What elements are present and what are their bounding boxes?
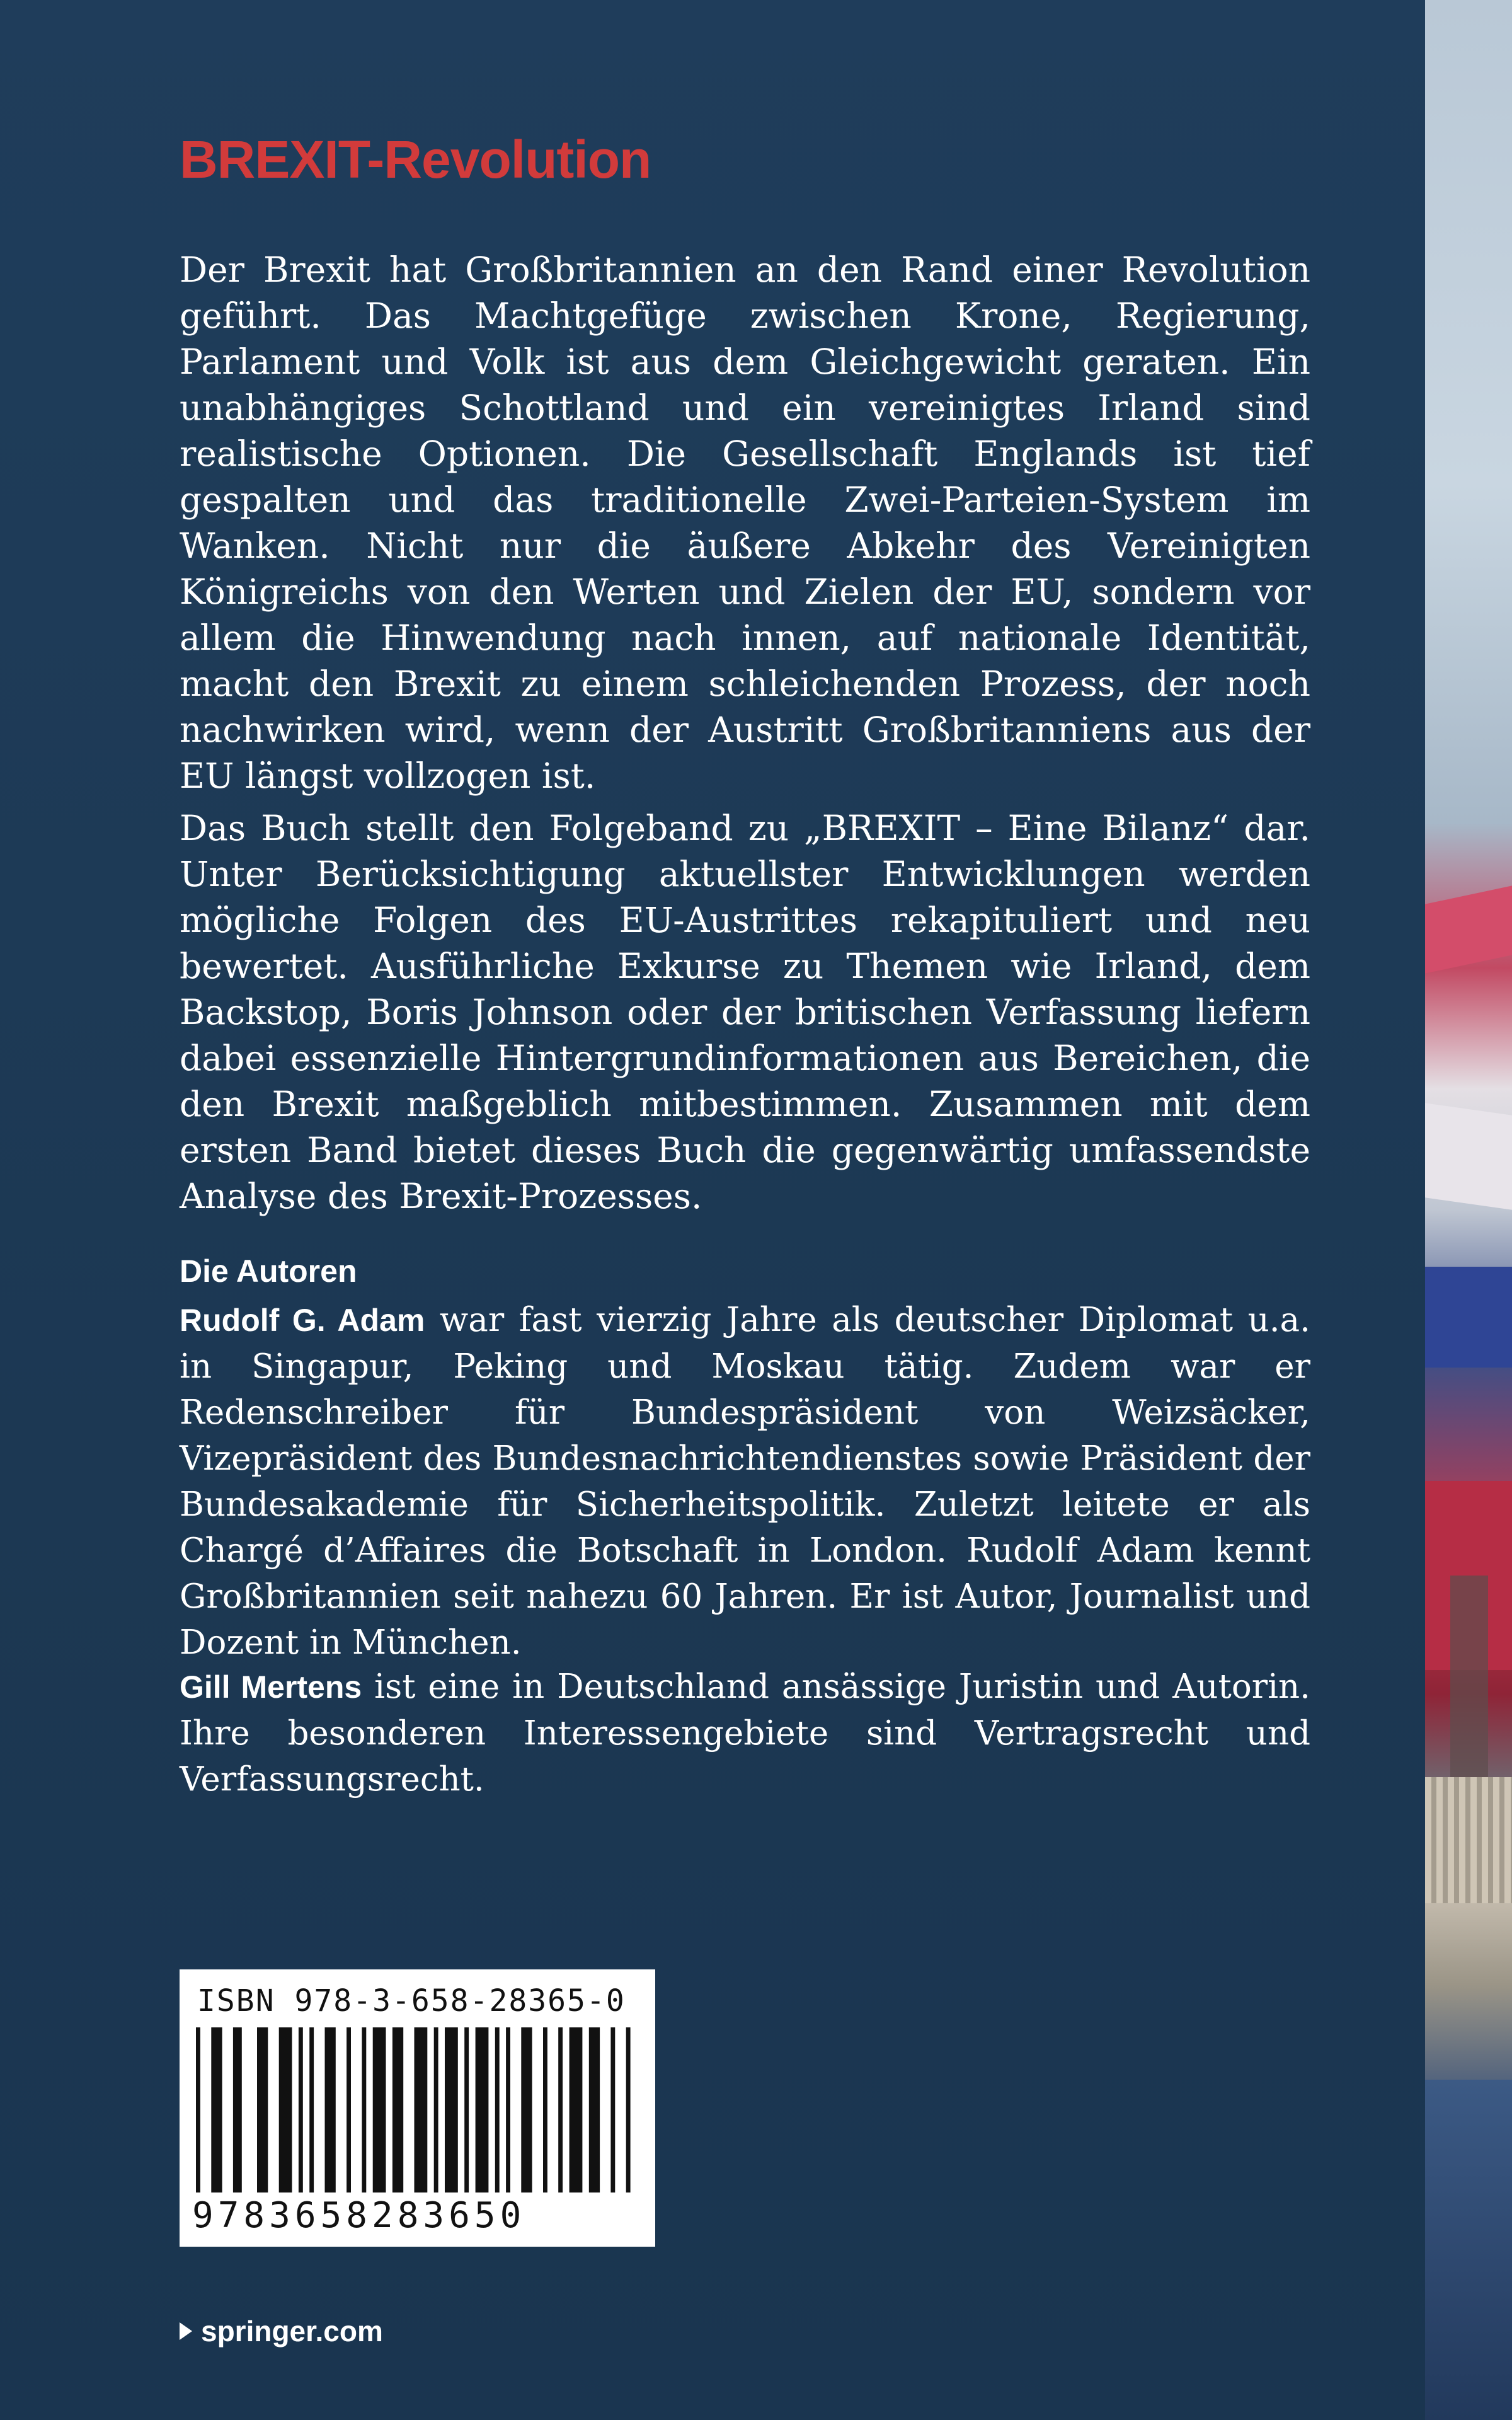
author-name: Gill Mertens [180,1669,362,1705]
publisher-link[interactable] [180,2314,383,2348]
barcode-bar [346,2027,351,2192]
barcode-bar [570,2027,583,2192]
isbn-label: ISBN 978-3-658-28365-0 [197,1983,626,2019]
barcode-bar [610,2027,615,2192]
building-facade [1425,1777,1512,1903]
barcode-bar [309,2027,314,2192]
barcode-bar [543,2027,547,2192]
barcode-bar [464,2027,469,2192]
flag-stripe [1425,885,1512,973]
barcode-bar [506,2027,510,2192]
barcode-bar [558,2027,563,2192]
publisher-url: springer.com [201,2315,383,2348]
barcode-bar [373,2027,386,2192]
barcode-bar [196,2027,200,2192]
barcode-bar [434,2027,438,2192]
barcode-bar [233,2027,242,2192]
barcode-bar [362,2027,366,2192]
barcode-bar [589,2027,600,2192]
barcode-bar [495,2027,500,2192]
author-bio-1 [180,1297,1310,1666]
blurb-paragraph-2: Das Buch stellt den Folgeband zu „BREXIT – Eine Bilanz“ dar. Unter Berücksichtigung aktuellster Entwicklungen werden mögliche Folgen des EU-Austrittes rekapituliert und neu bewertet. Ausführliche Exkurse zu Themen wie Irland, dem Backstop, Boris Johnson oder der britischen Verfassung liefern dabei essenzielle Hintergrundinformationen aus Bereichen, die den Brexit maßgeblich mitbestimmen. Zusammen mit dem ersten Band bietet dieses Buch die gegenwärtig umfassendste Analyse des Brexit-Prozesses. [180,808,1310,1216]
cover-photo-edge [1425,0,1512,2420]
authors-heading: Die Autoren [180,1253,357,1289]
barcode-bar [521,2027,532,2192]
author-name: Rudolf G. Adam [180,1303,425,1338]
barcode-bar [626,2027,631,2192]
barcode-bar [392,2027,403,2192]
author-bio-2 [180,1664,1310,1802]
book-title: BREXIT-Revolution [180,130,651,189]
barcode-bar [476,2027,489,2192]
flag-stripe [1425,1103,1512,1209]
barcode-bar [257,2027,268,2192]
barcode-bar [415,2027,428,2192]
author-bio-text: ist eine in Deutschland ansässige Juristin und Autorin. Ihre besonderen Interessengebiete sind Vertragsrecht und Verfassungsrecht. [180,1668,1310,1799]
barcode-digits: 9783658283650 [192,2195,526,2236]
barcode-bar [325,2027,336,2192]
arrow-right-icon [180,2322,192,2340]
river [1425,2080,1512,2420]
author-bio-text: war fast vierzig Jahre als deutscher Diplomat u.a. in Singapur, Peking und Moskau tätig. Zudem war er Redenschreiber für Bundespräsident von Weizsäcker, Vizepräsident des Bundesnachrichtendienstes sowie Präsident der Bundesakademie für Sicherheitspolitik. Zuletzt leitete er als Chargé d’Affaires die Botschaft in London. Rudolf Adam kennt Großbritannien seit nahezu 60 Jahren. Er ist Autor, Journalist und Dozent in München. [180,1301,1310,1662]
flag-stripe [1425,1267,1512,1368]
barcode-bar [445,2027,458,2192]
blurb-paragraph-1: Der Brexit hat Großbritannien an den Rand einer Revolution geführt. Das Machtgefüge zwischen Krone, Regierung, Parlament und Volk ist aus dem Gleichgewicht geraten. Ein unabhängiges Schottland und ein vereinigtes Irland sind realistische Optionen. Die Gesellschaft Englands ist tief gespalten und das traditionelle Zwei-Parteien-System im Wanken. Nicht nur die äußere Abkehr des Vereinigten Königreichs von den Werten und Zielen der EU, sondern vor allem die Hinwendung nach innen, auf nationale Identität, macht den Brexit zu einem schleichenden Prozess, der noch nachwirken wird, wenn der Austritt Großbritanniens aus der EU längst vollzogen ist. [180,250,1310,796]
barcode-bar [299,2027,303,2192]
barcode-bar [211,2027,222,2192]
barcode-bars [196,2027,640,2192]
barcode-bar [279,2027,292,2192]
isbn-barcode [180,1969,655,2247]
